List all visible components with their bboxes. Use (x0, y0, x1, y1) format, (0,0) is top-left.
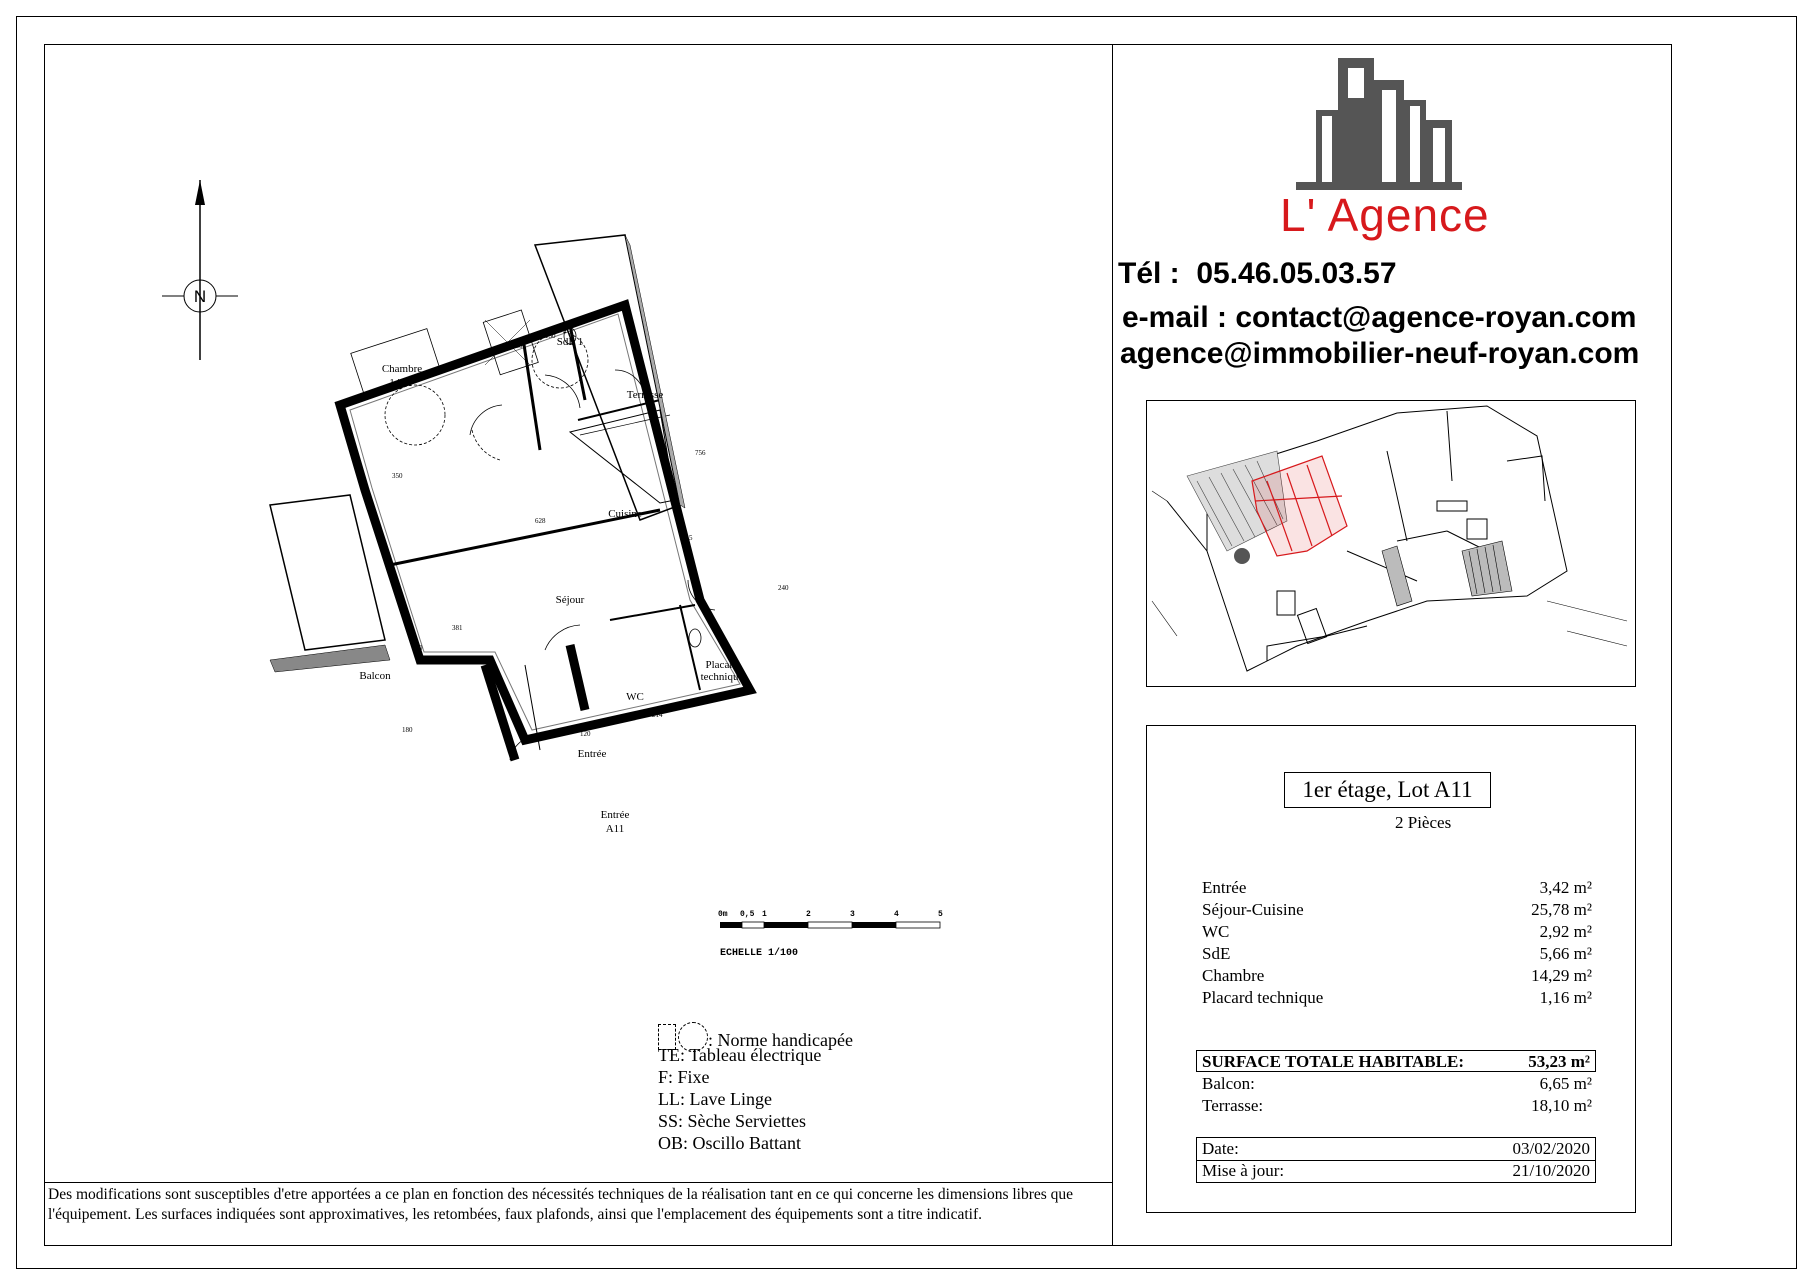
agency-logo-icon (1296, 50, 1462, 190)
building-location-thumbnail (1146, 400, 1636, 687)
lot-title: 1er étage, Lot A11 (1284, 772, 1491, 808)
panel-divider (1112, 44, 1113, 1246)
extra-value: 6,65 m² (1539, 1074, 1592, 1093)
scale-tick: 1 (762, 910, 767, 919)
label-sde: SdE 1 (556, 336, 584, 348)
label-sejour: Séjour (555, 594, 585, 606)
email-link-contact[interactable]: contact@agence-royan.com (1235, 301, 1637, 334)
label-entree-a11-code: A11 (605, 823, 625, 835)
phone-line (1118, 257, 1397, 291)
scale-tick: 5 (938, 910, 943, 919)
label-cuisine: Cuisine (608, 508, 642, 520)
total-surface-box (1196, 1050, 1596, 1072)
dim-label: 160 (512, 342, 523, 350)
label-placard-technique: technique (700, 671, 744, 683)
scale-tick: 3 (850, 910, 855, 919)
floor-plan (140, 160, 960, 860)
area-name: Séjour-Cuisine (1202, 900, 1304, 919)
area-row (1202, 944, 1592, 966)
footer-separator (44, 1182, 1112, 1183)
date-value: 03/02/2020 (1512, 1139, 1590, 1158)
dim-label: 150 (545, 332, 556, 340)
dim-label: 756 (695, 449, 706, 457)
area-row (1202, 922, 1592, 944)
extra-value: 18,10 m² (1531, 1096, 1592, 1115)
dim-label: 370 (412, 644, 423, 652)
scale-bar-graphic (718, 920, 944, 932)
date-label: Date: (1202, 1139, 1239, 1158)
dim-label: 350 (392, 472, 403, 480)
area-row (1202, 878, 1592, 900)
label-entree-a11: Entrée (600, 809, 630, 821)
dim-label: 381 (452, 624, 463, 632)
area-value: 3,42 m² (1539, 878, 1592, 897)
legend-item: TE: Tableau électrique (658, 1045, 822, 1065)
extra-name: Terrasse: (1202, 1096, 1264, 1115)
area-value: 14,29 m² (1531, 966, 1592, 985)
dim-label: 180 (402, 726, 413, 734)
email-label: e-mail : (1122, 301, 1228, 334)
area-name: WC (1202, 922, 1230, 941)
legend-item: F: Fixe (658, 1067, 710, 1087)
total-surface-label: SURFACE TOTALE HABITABLE: (1202, 1052, 1464, 1071)
scale-tick: 2 (806, 910, 811, 919)
area-value: 1,16 m² (1539, 988, 1592, 1007)
phone-number[interactable]: 05.46.05.03.57 (1196, 257, 1397, 290)
extra-name: Balcon: (1202, 1074, 1255, 1093)
dim-label: 240 (778, 584, 789, 592)
total-surface-value: 53,23 m² (1528, 1052, 1590, 1071)
area-name: Entrée (1202, 878, 1247, 897)
disclaimer: Des modifications sont susceptibles d'etre apportées a ce plan en fonction des nécessités techniques de la réalisation tant en ce qui concerne les dimensions libres que l'équipement. Les surfaces indiquées sont approximatives, les retombées, faux plafonds, ainsi que l'emplacement des équipements sont a titre indicatif. (48, 1186, 1074, 1223)
email-link-agence[interactable]: agence@immobilier-neuf-royan.com (1120, 337, 1640, 370)
north-arrow-icon (162, 180, 238, 360)
date-row (1197, 1138, 1595, 1161)
extra-row (1202, 1074, 1592, 1096)
legend (658, 1022, 853, 1154)
legend-item: LL: Lave Linge (658, 1089, 772, 1109)
label-balcon: Balcon (359, 670, 391, 682)
legend-item: : Norme handicapée (658, 1022, 853, 1044)
label-placard: Placard (705, 659, 739, 671)
update-label: Mise à jour: (1202, 1161, 1285, 1180)
update-value: 21/10/2020 (1512, 1161, 1590, 1180)
agency-name: L' Agence (1280, 189, 1490, 241)
update-row (1197, 1160, 1595, 1182)
area-row (1202, 900, 1592, 922)
north-label: N (193, 287, 207, 306)
label-entree: Entrée (577, 748, 607, 760)
area-name: SdE (1202, 944, 1231, 963)
email-line (1122, 301, 1636, 335)
dim-label: 120 (580, 730, 591, 738)
dim-label: 415 (682, 534, 693, 542)
scale-tick: 4 (894, 910, 899, 919)
area-value: 5,66 m² (1539, 944, 1592, 963)
area-name: Placard technique (1202, 988, 1324, 1007)
area-value: 2,92 m² (1539, 922, 1592, 941)
building-site-plan (1147, 401, 1635, 686)
label-chambre-area: 14 m² (389, 377, 415, 389)
label-terrasse: Terrasse (626, 389, 664, 401)
legend-item: OB: Oscillo Battant (658, 1133, 801, 1153)
area-row (1202, 966, 1592, 988)
scale-tick: 0,5 (740, 910, 755, 919)
area-name: Chambre (1202, 966, 1265, 985)
dim-label: 628 (535, 517, 546, 525)
terrasse-outline (535, 235, 685, 520)
dates-box (1196, 1137, 1596, 1183)
area-row (1202, 988, 1592, 1010)
scale-tick: 0m (718, 910, 728, 919)
legend-item: SS: Sèche Serviettes (658, 1111, 806, 1131)
label-wc: WC (626, 691, 644, 703)
label-chambre: Chambre (381, 363, 423, 375)
phone-label: Tél : (1118, 257, 1180, 290)
area-value: 25,78 m² (1531, 900, 1592, 919)
extra-row (1202, 1096, 1592, 1118)
dim-label: 214 (652, 711, 663, 719)
scale-label: ECHELLE 1/100 (720, 948, 799, 959)
